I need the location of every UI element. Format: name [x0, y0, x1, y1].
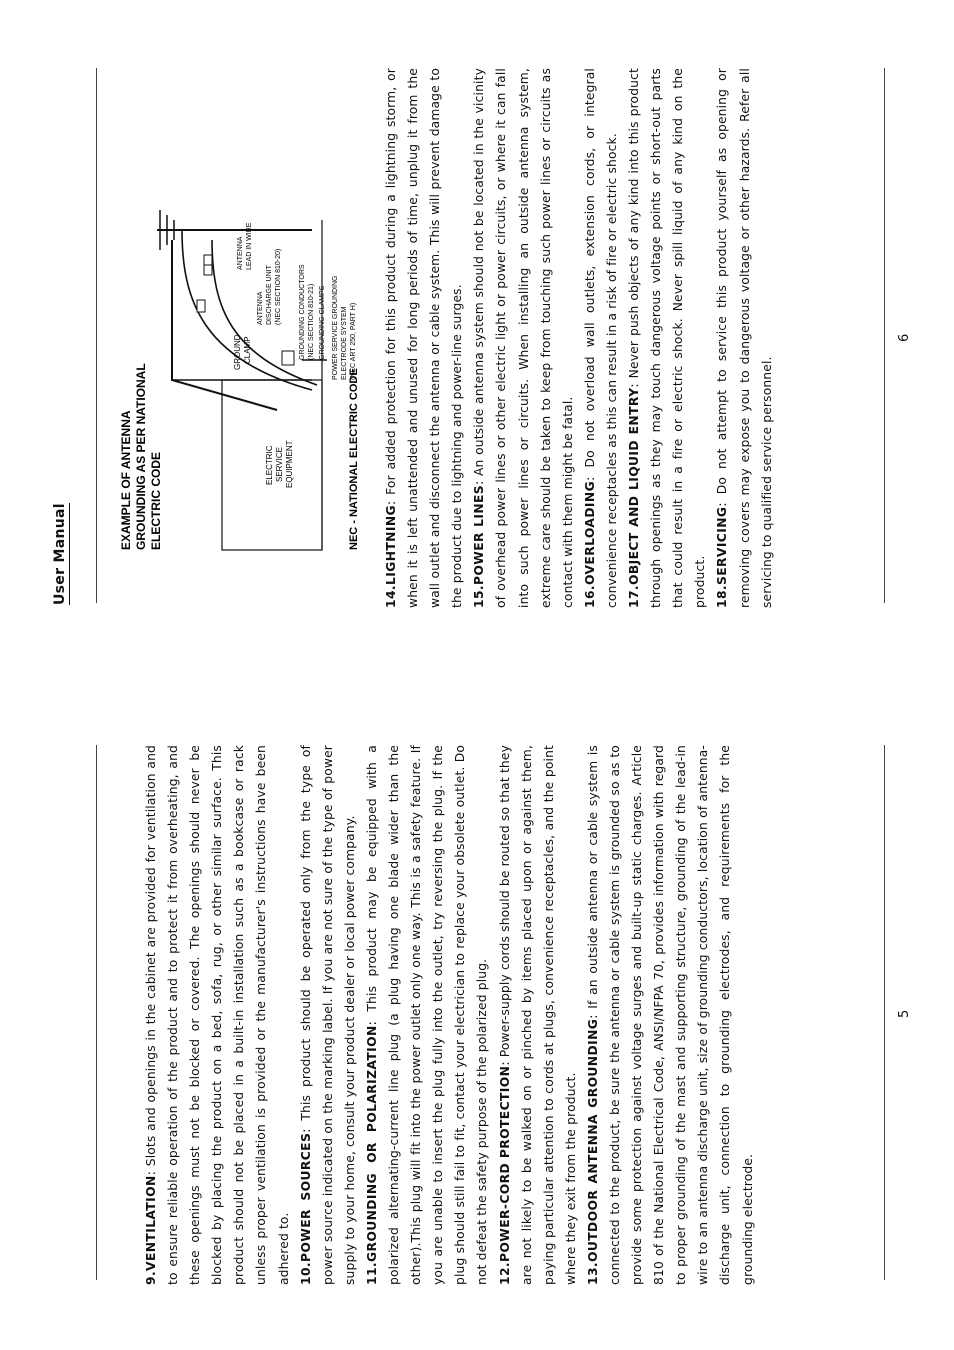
section-14: 14.LIGHTNING: For added protection for this product during a lightning storm, or when it is left unattended and unused for long periods of time, unplug it from the wall outlet and disconnect the antenna or cable system. This will prevent damage to the product due to lightning and power-line surges.: [384, 68, 465, 608]
label-lead-1: ANTENNA: [237, 236, 244, 270]
section-12: 12.POWER-CORD PROTECTION: Power-supply cords should be routed so that they are not likely to be walked on or pinched by items placed upon or against them, paying particular attention to cords at plugs, convenience receptacles, and the point where they exit from the product.: [497, 745, 578, 1285]
left-page-bottom-rule: [96, 745, 97, 1280]
diagram-title-2: GROUNDING AS PER NATIONAL: [134, 363, 148, 550]
label-conductors-2: (NEC SECTION 810-21): [308, 283, 315, 360]
page-number-right: 6: [897, 333, 912, 342]
section-17: 17.OBJECT AND LIQUID ENTRY: Never push objects of any kind into this product through openings as they may touch dangerous voltage points or short-out parts that could result in a fire or electric shock. Never spill liquid of any kind on the product.: [627, 68, 708, 608]
antenna-grounding-diagram: [112, 60, 367, 560]
service-box: [282, 351, 294, 365]
left-page-text: [140, 745, 759, 1285]
diagram-title-3: ELECTRIC CODE: [149, 451, 163, 550]
right-page-top-rule: [884, 68, 885, 603]
label-ground-clamp-1: GROUND: [233, 334, 242, 370]
discharge-unit: [197, 300, 205, 312]
section-15: 15.POWER LINES: An outside antenna system should not be located in the vicinity of overhead power lines or other electric light or power circuits, or where it can fall into such power lines or circuits. When installing an outside antenna system, extreme care should be taken to keep from touching such power lines or circuits as contact with them might be fatal.: [472, 68, 575, 608]
ground-clamp-box: [204, 255, 212, 265]
page-header-title: User Manual: [52, 503, 68, 605]
label-discharge-3: (NEC SECTION 810-20): [275, 248, 282, 325]
page-number-left: 5: [897, 1009, 912, 1018]
label-discharge-1: ANTENNA: [257, 291, 264, 325]
label-equipment-1: ELECTRIC: [265, 445, 274, 485]
section-18: 18.SERVICING: Do not attempt to service this product yourself as opening or removing covers may expose you to dangerous voltage or other hazards. Refer all servicing to qualified service personnel.: [715, 68, 774, 608]
label-conductors-1: GROUNDING CONDUCTORS: [299, 264, 306, 360]
ground-clamp-box: [204, 265, 212, 275]
section-9: 9.VENTILATION: Slots and openings in the cabinet are provided for ventilation and to ensure reliable operation of the product and to protect it from overheating, and these openings must not be blocked or covered. The openings should never be blocked by placing the product on a bed, sofa, rug, or other similar surface. This product should not be placed in a built-in installation such as a bookcase or rack unless proper ventilation is provided or the manufacturer's instructions have been adhered to.: [144, 745, 291, 1285]
label-electrode-3: (NEC ART 250, PART H): [350, 302, 357, 380]
left-page-top-rule: [884, 745, 885, 1280]
label-discharge-2: DISCHARGE UNIT: [266, 265, 273, 325]
label-electrode-1: POWER SERVICE GROUNDING: [332, 275, 339, 380]
diagram-title-1: EXAMPLE OF ANTENNA: [119, 410, 133, 550]
section-16: 16.OVERLOADING: Do not overload wall outlets, extension cords, or integral convenience receptacles as this can result in a risk of fire or electric shock.: [582, 68, 619, 608]
label-lead-2: LEAD IN WIRE: [246, 222, 253, 270]
label-electrode-2: ELECTRODE SYSTEM: [341, 306, 348, 380]
right-page-bottom-rule: [96, 68, 97, 603]
section-10: 10.POWER SOURCES: This product should be operated only from the type of power source indicated on the marking label. If you are not sure of the type of power supply to your home, consult your product dealer or local power company.: [298, 745, 357, 1285]
section-13: 13.OUTDOOR ANTENNA GROUNDING: If an outside antenna or cable system is connected to the product, be sure the antenna or cable system is grounded so as to provide some protection against voltage surges and built-up static charges. Article 810 of the National Electrical Code, ANSI/NFPA 70, provides information with regard to proper grounding of the mast and supporting structure, grounding of the lead-in wire to an antenna discharge unit, size of grounding conductors, location of antenna-discharge unit, connection to grounding electrodes, and requirements for the grounding electrode.: [585, 745, 755, 1285]
diagram-footer: NEC - NATIONAL ELECTRIC CODE: [348, 368, 360, 550]
right-page-text: [380, 68, 778, 608]
label-equipment-3: EQUIPMENT: [285, 440, 294, 488]
label-equipment-2: SERVICE: [275, 447, 284, 482]
section-11: 11.GROUNDING OR POLARIZATION: This product may be equipped with a polarized alternating-current line plug (a plug having one blade wider than the other).This plug will fit into the power outlet only one way. This is a safety feature. If you are unable to insert the plug fully into the outlet, try reversing the plug. If the plug should still fail to fit, contact your electrician to replace your obsolete outlet. Do not defeat the safety purpose of the polarized plug.: [364, 745, 490, 1285]
label-ground-clamp-2: CLAMP: [243, 336, 252, 364]
label-clamps: GROUNDING CLAMPS: [319, 285, 326, 360]
